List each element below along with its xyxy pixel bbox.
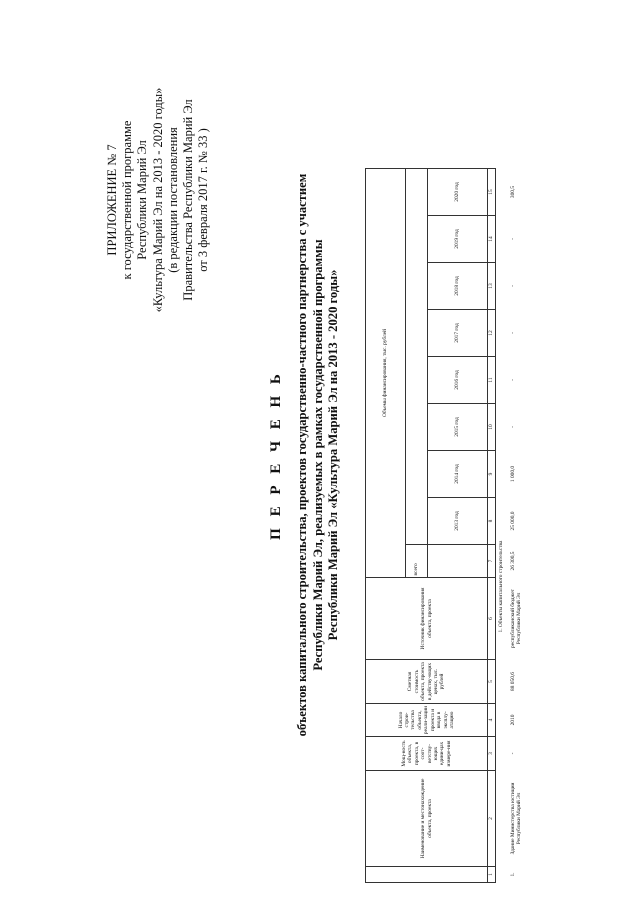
row-year-value: - bbox=[510, 379, 516, 381]
column-number: 11 bbox=[488, 357, 496, 404]
column-number: 9 bbox=[488, 451, 496, 498]
header-cell-num bbox=[366, 867, 488, 883]
row-name: Здание Министерства юстиции Республики Марий Эл bbox=[510, 782, 523, 855]
column-number: 2 bbox=[488, 771, 496, 867]
row-start: 2010 bbox=[510, 714, 516, 726]
row-source: республиканский бюджет Республики Марий Эл bbox=[510, 589, 523, 648]
row-year-value: 1 000,0 bbox=[510, 465, 516, 483]
column-number: 1 bbox=[488, 867, 496, 883]
row-total: 26 300,5 bbox=[510, 551, 516, 571]
header-start: Начало строи-тельства объекта, реали-зации проекта и ввода в эксплу-атацию bbox=[366, 704, 488, 737]
appendix-line: ПРИЛОЖЕНИЕ № 7 bbox=[105, 144, 119, 256]
appendix-line: к государственной программе bbox=[120, 120, 135, 280]
header-row bbox=[366, 169, 406, 883]
row-year-value: - bbox=[510, 426, 516, 428]
row-year-value: - bbox=[510, 238, 516, 240]
table-row bbox=[507, 169, 603, 883]
header-year: 2014 год bbox=[428, 451, 488, 498]
row-cost: 88 050,6 bbox=[510, 672, 516, 691]
appendix-line: (в редакции постановления bbox=[165, 127, 180, 273]
column-number: 15 bbox=[488, 169, 496, 216]
row-year-value: - bbox=[510, 285, 516, 287]
header-total-spacer bbox=[428, 545, 488, 578]
column-number: 3 bbox=[488, 737, 496, 771]
header-year: 2016 год bbox=[428, 357, 488, 404]
column-number-row bbox=[488, 169, 496, 883]
header-total: всего bbox=[406, 545, 428, 578]
column-number: 6 bbox=[488, 578, 496, 660]
header-year: 2013 год bbox=[428, 498, 488, 545]
column-number: 10 bbox=[488, 404, 496, 451]
row-capacity: - bbox=[510, 752, 516, 755]
appendix-line: Правительства Республики Марий Эл bbox=[181, 99, 196, 301]
header-capacity: Мощ-ность объекта, проекта, в соот-ветству-ющих едини-цах измере-ния bbox=[366, 737, 488, 771]
column-number: 12 bbox=[488, 310, 496, 357]
header-source: Источник финансирования объекта, проекта bbox=[366, 578, 488, 660]
section-title: 1. Объекты капитального строительства bbox=[498, 540, 505, 633]
row-year-value: 300,5 bbox=[510, 185, 516, 199]
row-year-value: 25 000,0 bbox=[510, 511, 516, 531]
header-year: 2019 год bbox=[428, 216, 488, 263]
header-year: 2017 год bbox=[428, 310, 488, 357]
appendix-line: от 3 февраля 2017 г. № 33 ) bbox=[196, 128, 211, 272]
header-years-spacer bbox=[406, 169, 428, 545]
appendix-line: Республики Марий Эл bbox=[135, 140, 150, 260]
header-volumes: Объемы финансирования, тыс. рублей bbox=[366, 169, 406, 578]
document-heading bbox=[268, 65, 342, 845]
header-year: 2020 год bbox=[428, 169, 488, 216]
column-number: 14 bbox=[488, 216, 496, 263]
appendix-block bbox=[105, 35, 211, 365]
row-year-value: - bbox=[510, 332, 516, 334]
heading-line: объектов капитального строительства, проектов государственно-частного партнерства с участием bbox=[295, 173, 309, 737]
column-number: 4 bbox=[488, 704, 496, 737]
header-year: 2018 год bbox=[428, 263, 488, 310]
appendix-line: «Культура Марий Эл на 2013 - 2020 годы» bbox=[150, 87, 165, 313]
column-number: 7 bbox=[488, 545, 496, 578]
header-name: Наименование и местонахождение объекта, проекта bbox=[366, 771, 488, 867]
column-number: 8 bbox=[488, 498, 496, 545]
financing-table bbox=[365, 168, 603, 883]
heading-line: Республики Марий Эл «Культура Марий Эл на 2013 - 2020 годы» bbox=[326, 269, 341, 641]
header-cost: Сметная стоимость объекта, проекта в действу-ющих ценах, тыс. рублей bbox=[366, 660, 488, 704]
column-number: 13 bbox=[488, 263, 496, 310]
column-number: 5 bbox=[488, 660, 496, 704]
document-title: П Е Р Е Ч Е Н Ь bbox=[268, 370, 284, 540]
section-row bbox=[496, 169, 508, 883]
row-number: 1. bbox=[510, 872, 516, 877]
header-year: 2015 год bbox=[428, 404, 488, 451]
heading-line: Республики Марий Эл, реализуемых в рамках государственной программы bbox=[310, 239, 325, 671]
